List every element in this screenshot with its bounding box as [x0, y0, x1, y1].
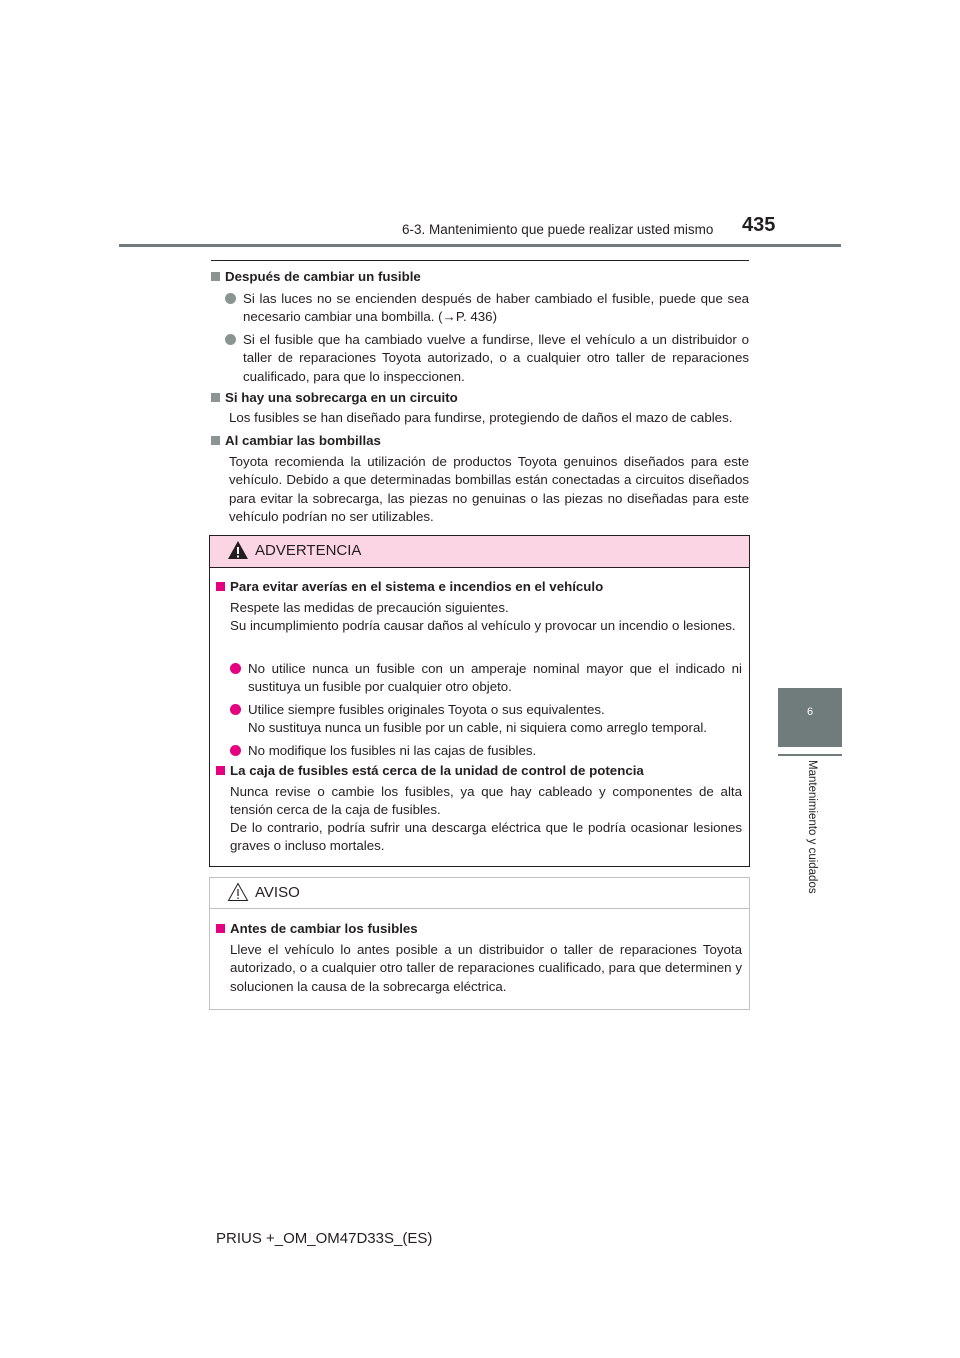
- warning-paragraph: Su incumplimiento podría causar daños al vehículo y provocar un incendio o lesiones.: [230, 618, 736, 633]
- notice-box: [209, 877, 750, 1010]
- notice-heading: Antes de cambiar los fusibles: [216, 920, 418, 938]
- section-title: 6-3. Mantenimiento que puede realizar usted mismo: [402, 222, 714, 237]
- round-bullet-icon: [230, 704, 241, 715]
- warning-paragraph: Respete las medidas de precaución siguientes.: [230, 600, 509, 615]
- warning-paragraph: No sustituya nunca un fusible por un cable, ni siquiera como arreglo temporal.: [248, 720, 707, 735]
- square-bullet-icon: [211, 436, 220, 445]
- list-item: Si el fusible que ha cambiado vuelve a fundirse, lleve el vehículo a un distribuidor o taller de reparaciones Toyota autorizado, o a cualquier otro taller de reparaciones cualificado, para que lo inspeccionen.: [225, 331, 749, 386]
- section-heading: Después de cambiar un fusible: [211, 268, 421, 286]
- section-heading: Si hay una sobrecarga en un circuito: [211, 389, 458, 407]
- round-bullet-icon: [230, 745, 241, 756]
- round-bullet-icon: [225, 334, 236, 345]
- chapter-label: Mantenimiento y cuidados: [806, 760, 818, 894]
- square-bullet-icon: [211, 393, 220, 402]
- page-number: 435: [742, 214, 776, 236]
- warning-title: ADVERTENCIA: [255, 542, 362, 559]
- warning-header: [210, 536, 749, 568]
- caution-triangle-icon: [227, 882, 249, 902]
- warning-heading: La caja de fusibles está cerca de la unidad de control de potencia: [216, 762, 644, 780]
- chapter-number: 6: [806, 706, 814, 718]
- warning-list-item: Utilice siempre fusibles originales Toyota o sus equivalentes.: [230, 701, 742, 719]
- content-top-rule: [211, 260, 749, 261]
- notice-paragraph: Lleve el vehículo lo antes posible a un distribuidor o taller de reparaciones Toyota autorizado, o a cualquier otro taller de reparaciones cualificado, para que determinen y solucionen la causa de la sobrecarga eléctrica.: [230, 942, 742, 994]
- header-rule: [119, 244, 841, 247]
- square-bullet-icon: [211, 272, 220, 281]
- warning-paragraph: Nunca revise o cambie los fusibles, ya que hay cableado y componentes de alta tensión cerca de la caja de fusibles.: [230, 784, 742, 818]
- warning-list-item: No modifique los fusibles ni las cajas de fusibles.: [230, 742, 742, 760]
- list-item: Si las luces no se encienden después de haber cambiado el fusible, puede que sea necesario cambiar una bombilla. (→P. 436): [225, 290, 749, 327]
- round-bullet-icon: [225, 293, 236, 304]
- round-bullet-icon: [230, 663, 241, 674]
- chapter-tab-rule: [778, 754, 842, 756]
- square-bullet-icon: [216, 582, 225, 591]
- warning-box: [209, 535, 750, 867]
- warning-triangle-icon: [227, 540, 249, 560]
- paragraph: Los fusibles se han diseñado para fundirse, protegiendo de daños el mazo de cables.: [229, 410, 733, 425]
- warning-list-item: No utilice nunca un fusible con un amperaje nominal mayor que el indicado ni sustituya un fusible por cualquier otro objeto.: [230, 660, 742, 697]
- square-bullet-icon: [216, 766, 225, 775]
- paragraph: Toyota recomienda la utilización de productos Toyota genuinos diseñados para este vehículo. Debido a que determinadas bombillas están conectadas a circuitos diseñados para evitar la sobrecarga, las piezas no genuinas o las piezas no diseñadas para este vehículo podrían no ser utilizables.: [229, 454, 749, 524]
- section-heading: Al cambiar las bombillas: [211, 432, 381, 450]
- notice-header: [210, 878, 749, 909]
- warning-heading: Para evitar averías en el sistema e incendios en el vehículo: [216, 578, 603, 596]
- notice-title: AVISO: [255, 884, 300, 901]
- warning-paragraph: De lo contrario, podría sufrir una descarga eléctrica que le podría ocasionar lesiones graves o incluso mortales.: [230, 820, 742, 854]
- square-bullet-icon: [216, 924, 225, 933]
- document-code: PRIUS +_OM_OM47D33S_(ES): [216, 1230, 433, 1247]
